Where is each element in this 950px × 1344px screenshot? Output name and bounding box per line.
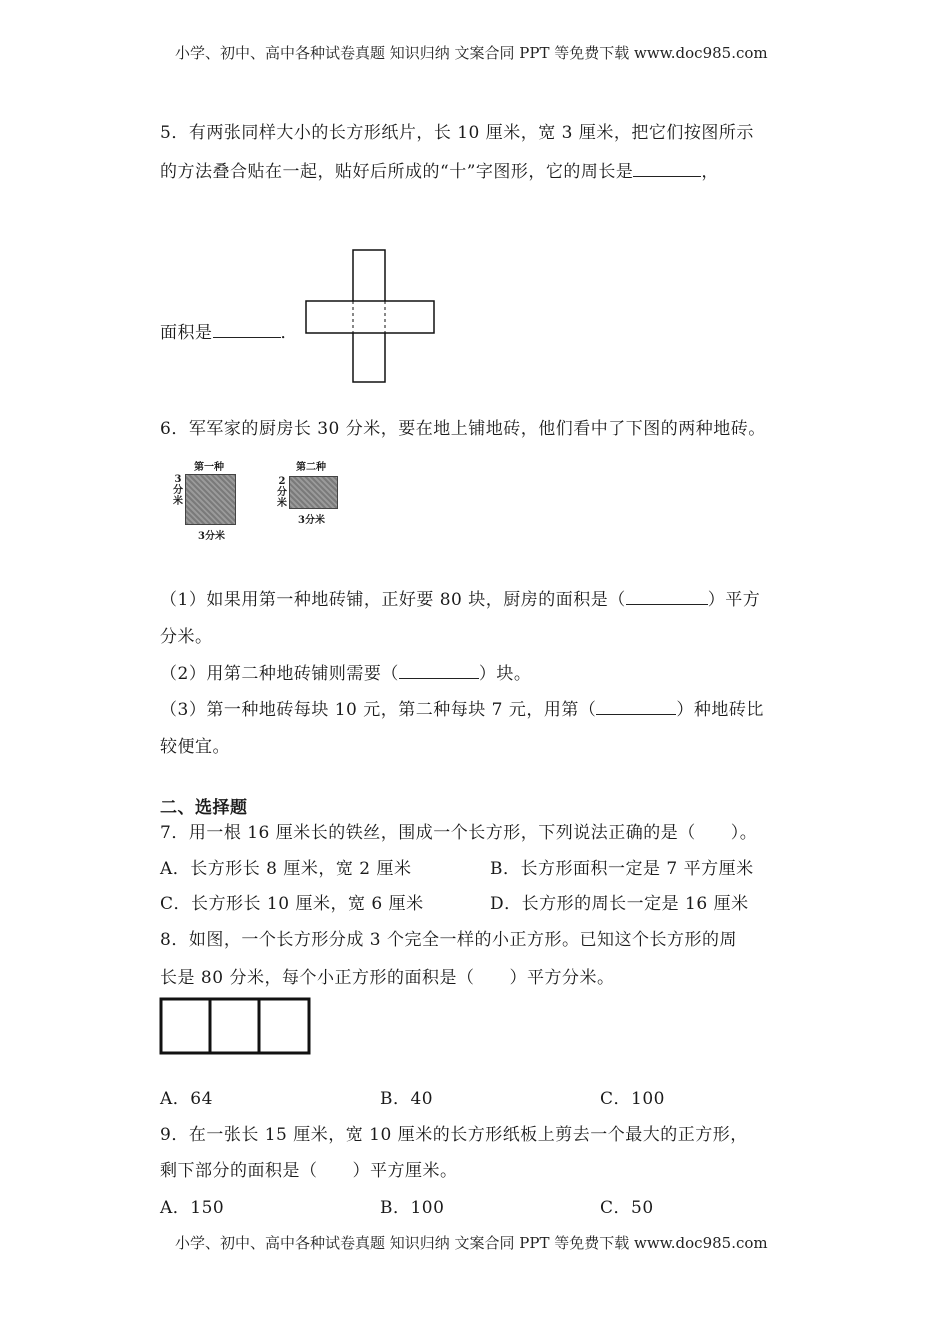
tile1-side-char: 分: [173, 485, 183, 496]
q6-sub2: [160, 659, 531, 684]
tile2-title: 第二种: [296, 462, 326, 473]
q7-option-b[interactable]: B．长方形面积一定是 7 平方厘米: [490, 859, 754, 879]
q6-sub2-end: ）块。: [478, 664, 532, 684]
q6-sub2-text: （2）用第二种地砖铺则需要（: [160, 664, 399, 684]
q9-option-c[interactable]: C．50: [600, 1198, 654, 1218]
q8-option-c[interactable]: C．100: [600, 1089, 665, 1109]
three-squares-figure: [158, 996, 312, 1056]
tile2-side-char: 分: [277, 487, 287, 498]
q9-line1: 9．在一张长 15 厘米，宽 10 厘米的长方形纸板上剪去一个最大的正方形，: [160, 1125, 748, 1145]
q5-perimeter-blank[interactable]: [633, 159, 701, 177]
q8-line1: 8．如图，一个长方形分成 3 个完全一样的小正方形。已知这个长方形的周: [160, 930, 737, 950]
q5-line3-text: 面积是: [160, 323, 213, 343]
q5-line2-end: ，: [701, 162, 719, 182]
q5-area-blank[interactable]: [213, 320, 281, 338]
tile2-swatch: [289, 476, 338, 509]
q9-line2: 剩下部分的面积是（ ）平方厘米。: [160, 1161, 458, 1181]
q5-line3-end: ．: [280, 323, 298, 343]
q6-sub3-text: （3）第一种地砖每块 10 元，第二种每块 7 元，用第（: [160, 700, 597, 720]
cross-figure: [300, 246, 440, 386]
q5-line2-text: 的方法叠合贴在一起，贴好后所成的“十”字图形，它的周长是: [160, 162, 634, 182]
tile2-bottom-label: 3分米: [298, 515, 325, 526]
q6-sub1: [160, 585, 760, 610]
tile1-bottom-label: 3分米: [198, 531, 225, 542]
tile2-side-char: 米: [277, 498, 287, 509]
q8-option-b[interactable]: B．40: [380, 1089, 434, 1109]
q7-option-d[interactable]: D．长方形的周长一定是 16 厘米: [490, 894, 749, 914]
section-title: 二、选择题: [160, 798, 248, 818]
q8-line2: 长是 80 分米，每个小正方形的面积是（ ）平方分米。: [160, 968, 615, 988]
tile2-side-label: [276, 476, 288, 509]
q6-sub1-cont: 分米。: [160, 627, 213, 647]
q7-stem: 7．用一根 16 厘米长的铁丝，围成一个长方形，下列说法正确的是（ ）。: [160, 823, 758, 843]
q6-line1: 6．军军家的厨房长 30 分米，要在地上铺地砖，他们看中了下图的两种地砖。: [160, 419, 766, 439]
q7-option-a[interactable]: A．长方形长 8 厘米，宽 2 厘米: [160, 859, 412, 879]
q5-line2: [160, 157, 719, 182]
q7-option-c[interactable]: C．长方形长 10 厘米，宽 6 厘米: [160, 894, 424, 914]
q5-line3: [160, 318, 298, 343]
q9-option-b[interactable]: B．100: [380, 1198, 445, 1218]
q8-option-a[interactable]: A．64: [160, 1089, 213, 1109]
page-header: 小学、初中、高中各种试卷真题 知识归纳 文案合同 PPT 等免费下载 www.doc985.com: [175, 44, 768, 62]
q6-sub3: [160, 695, 764, 720]
q6-sub1-blank[interactable]: [626, 587, 708, 605]
tile2-figure: [276, 458, 356, 542]
page-footer: 小学、初中、高中各种试卷真题 知识归纳 文案合同 PPT 等免费下载 www.doc985.com: [175, 1234, 768, 1252]
q6-sub3-end: ）种地砖比: [676, 700, 764, 720]
outer-rectangle: [161, 999, 309, 1053]
tile1-title: 第一种: [194, 462, 224, 473]
q6-sub3-cont: 较便宜。: [160, 737, 230, 757]
q5-line1: 5．有两张同样大小的长方形纸片，长 10 厘米，宽 3 厘米，把它们按图所示: [160, 123, 754, 143]
tile1-side-char: 米: [173, 496, 183, 507]
cross-horizontal-strip: [306, 301, 434, 333]
tile2-side-char: 2: [278, 476, 286, 487]
tile1-side-char: 3: [174, 474, 182, 485]
q6-sub1-text: （1）如果用第一种地砖铺，正好要 80 块，厨房的面积是（: [160, 590, 626, 610]
q6-sub1-end: ）平方: [707, 590, 761, 610]
tile1-side-label: [172, 474, 184, 507]
q9-option-a[interactable]: A．150: [160, 1198, 225, 1218]
tile1-swatch: [185, 474, 236, 525]
q6-sub3-blank[interactable]: [596, 697, 676, 715]
tile1-figure: [172, 458, 252, 542]
q6-sub2-blank[interactable]: [399, 661, 479, 679]
